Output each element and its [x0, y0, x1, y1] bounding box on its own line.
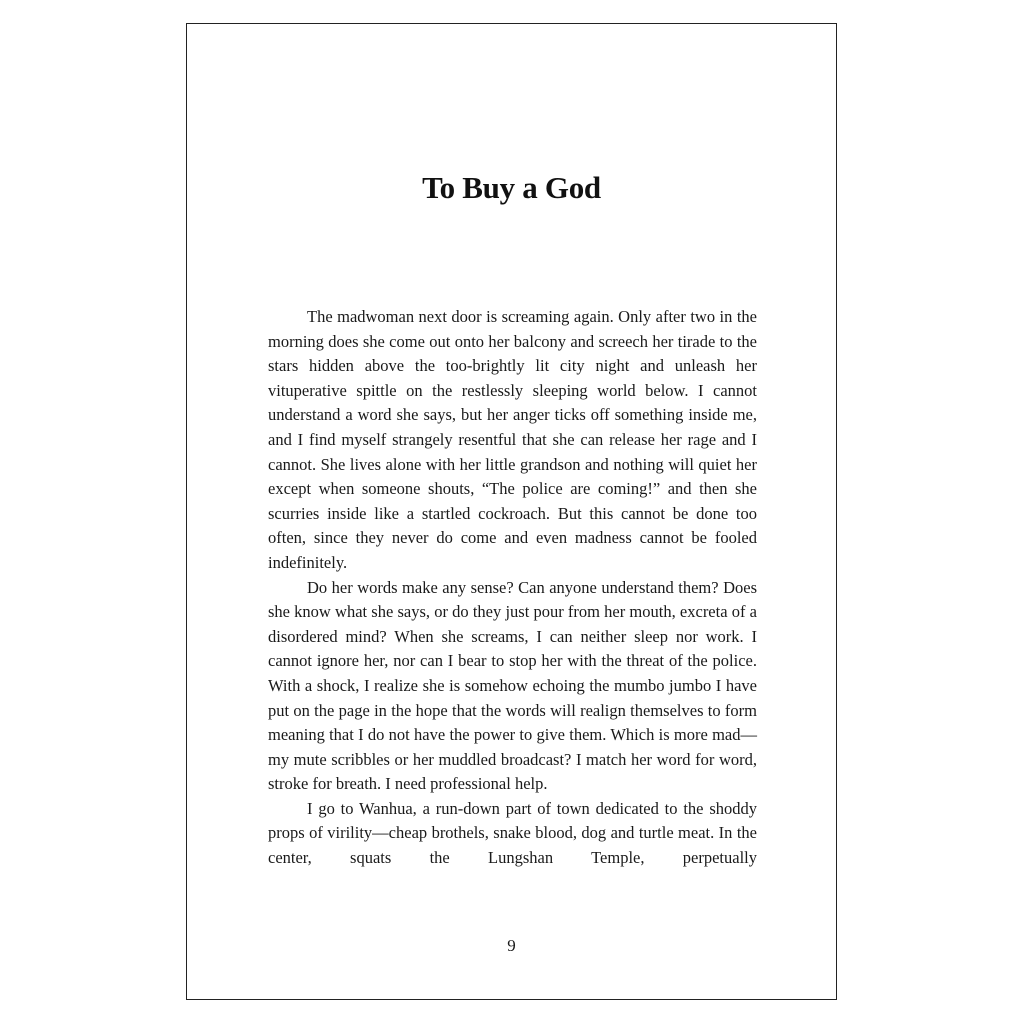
chapter-title: To Buy a God: [422, 170, 601, 205]
paragraph: Do her words make any sense? Can anyone understand them? Does she know what she says, or do they just pour from her mouth, excreta of a disordered mind? When she screams, I can neither sleep nor work. I cannot ignore her, nor can I bear to stop her with the threat of the police. With a shock, I realize she is somehow echoing the mumbo jumbo I have put on the page in the hope that the words will realign themselves to form meaning that I do not have the power to give them. Which is more mad—my mute scribbles or her muddled broadcast? I match her word for word, stroke for breath. I need professional help.: [268, 577, 757, 794]
paragraph: The madwoman next door is screaming again. Only after two in the morning does she come out onto her balcony and screech her tirade to the stars hidden above the too-brightly lit city night and unleash her vituperative spittle on the restlessly sleeping world below. I cannot understand a word she says, but her anger ticks off something inside me, and I find myself strangely resentful that she can release her rage and I cannot. She lives alone with her little grandson and nothing will quiet her except when someone shouts, “The police are coming!” and then she scurries inside like a startled cockroach. But this cannot be done too often, since they never do come and even madness cannot be fooled indefinitely.: [268, 307, 757, 572]
page-number: 9: [507, 936, 516, 955]
paragraph: I go to Wanhua, a run-down part of town dedicated to the shoddy props of virility—cheap brothels, snake blood, dog and turtle meat. In the center, squats the Lungshan Temple, perpetually: [268, 798, 757, 868]
chapter-body: [268, 305, 757, 871]
book-page: [186, 23, 837, 1000]
